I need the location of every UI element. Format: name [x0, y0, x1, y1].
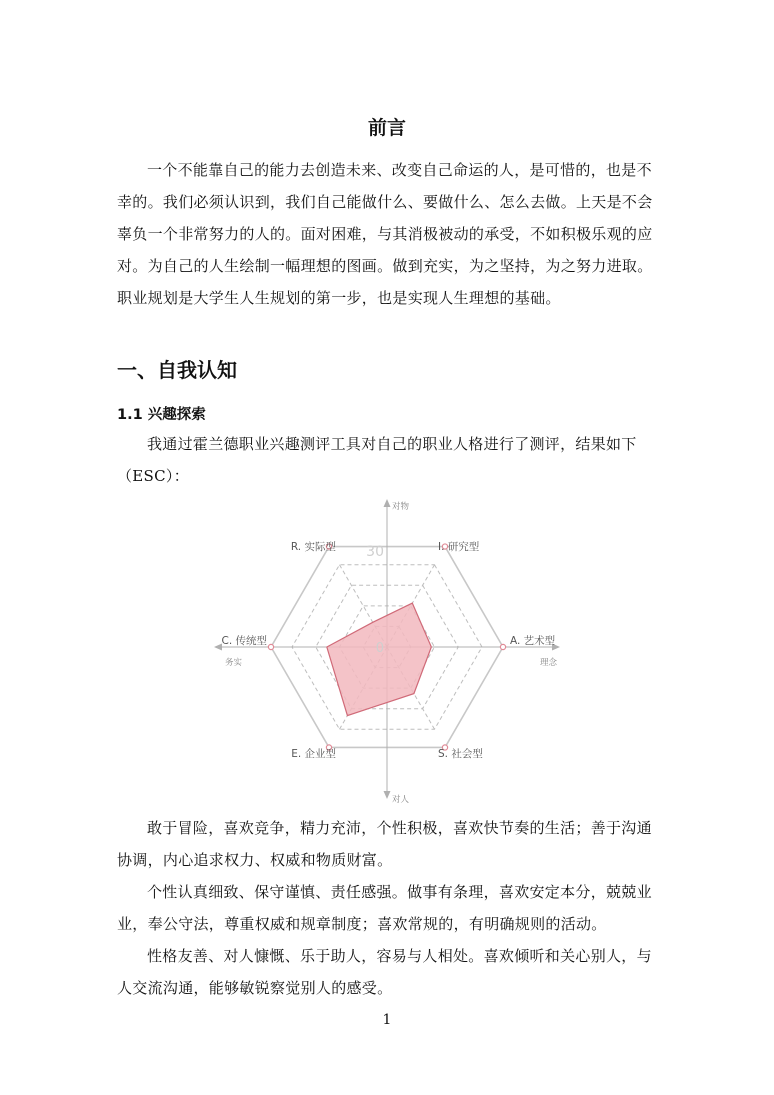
preface-paragraph: 一个不能靠自己的能力去创造未来、改变自己命运的人，是可惜的，也是不幸的。我们必须认识到，我们自己能做什么、要做什么、怎么去做。上天是不会辜负一个非常努力的人的。面对困难，与其消极被动的承受，不如积极乐观的应对。为自己的人生绘制一幅理想的图画。做到充实，为之坚持，为之努力进取。职业规划是大学生人生规划的第一步，也是实现人生理想的基础。 [117, 161, 653, 307]
radar-vertex-dot-5 [268, 644, 273, 649]
description-paragraph-2: 个性认真细致、保守谨慎、责任感强。做事有条理，喜欢安定本分，兢兢业业，奉公守法，尊重权威和规章制度；喜欢常规的，有明确规则的活动。 [117, 883, 652, 933]
radar-data-area [327, 603, 431, 715]
arrow-down-icon [384, 791, 391, 799]
quadrant-label-left: 务实 [225, 658, 243, 668]
quadrant-label-top: 对物 [392, 502, 410, 512]
radar-tick-label-max: 30 [366, 544, 384, 560]
radar-axis-label-5: C. 传统型 [221, 635, 267, 647]
radar-vertex-dot-2 [500, 644, 505, 649]
radar-axis-label-2: A. 艺术型 [510, 635, 556, 647]
radar-axis-label-6: R. 实际型 [290, 541, 336, 553]
arrow-up-icon [384, 499, 391, 507]
radar-tick-label-zero: 0 [375, 641, 384, 656]
section-heading: 一、自我认知 [117, 358, 237, 382]
page-title: 前言 [367, 117, 406, 139]
quadrant-label-right: 理念 [540, 658, 558, 668]
page-number: 1 [382, 1012, 392, 1028]
subsection-heading: 1.1 兴趣探索 [117, 407, 206, 423]
intro-paragraph: 我通过霍兰德职业兴趣测评工具对自己的职业人格进行了测评，结果如下（ESC）： [117, 435, 637, 485]
radar-axis-label-4: E. 企业型 [291, 748, 336, 760]
holland-radar-chart [210, 493, 564, 805]
radar-axis-label-1: I. 研究型 [438, 541, 480, 553]
description-paragraph-1: 敢于冒险，喜欢竞争，精力充沛，个性积极，喜欢快节奏的生活；善于沟通协调，内心追求权力、权威和物质财富。 [117, 819, 652, 869]
radar-axis-label-3: S. 社会型 [438, 748, 483, 760]
quadrant-label-bottom: 对人 [392, 795, 410, 805]
description-paragraph-3: 性格友善、对人慷慨、乐于助人，容易与人相处。喜欢倾听和关心别人，与人交流沟通，能够敏锐察觉别人的感受。 [117, 947, 652, 997]
